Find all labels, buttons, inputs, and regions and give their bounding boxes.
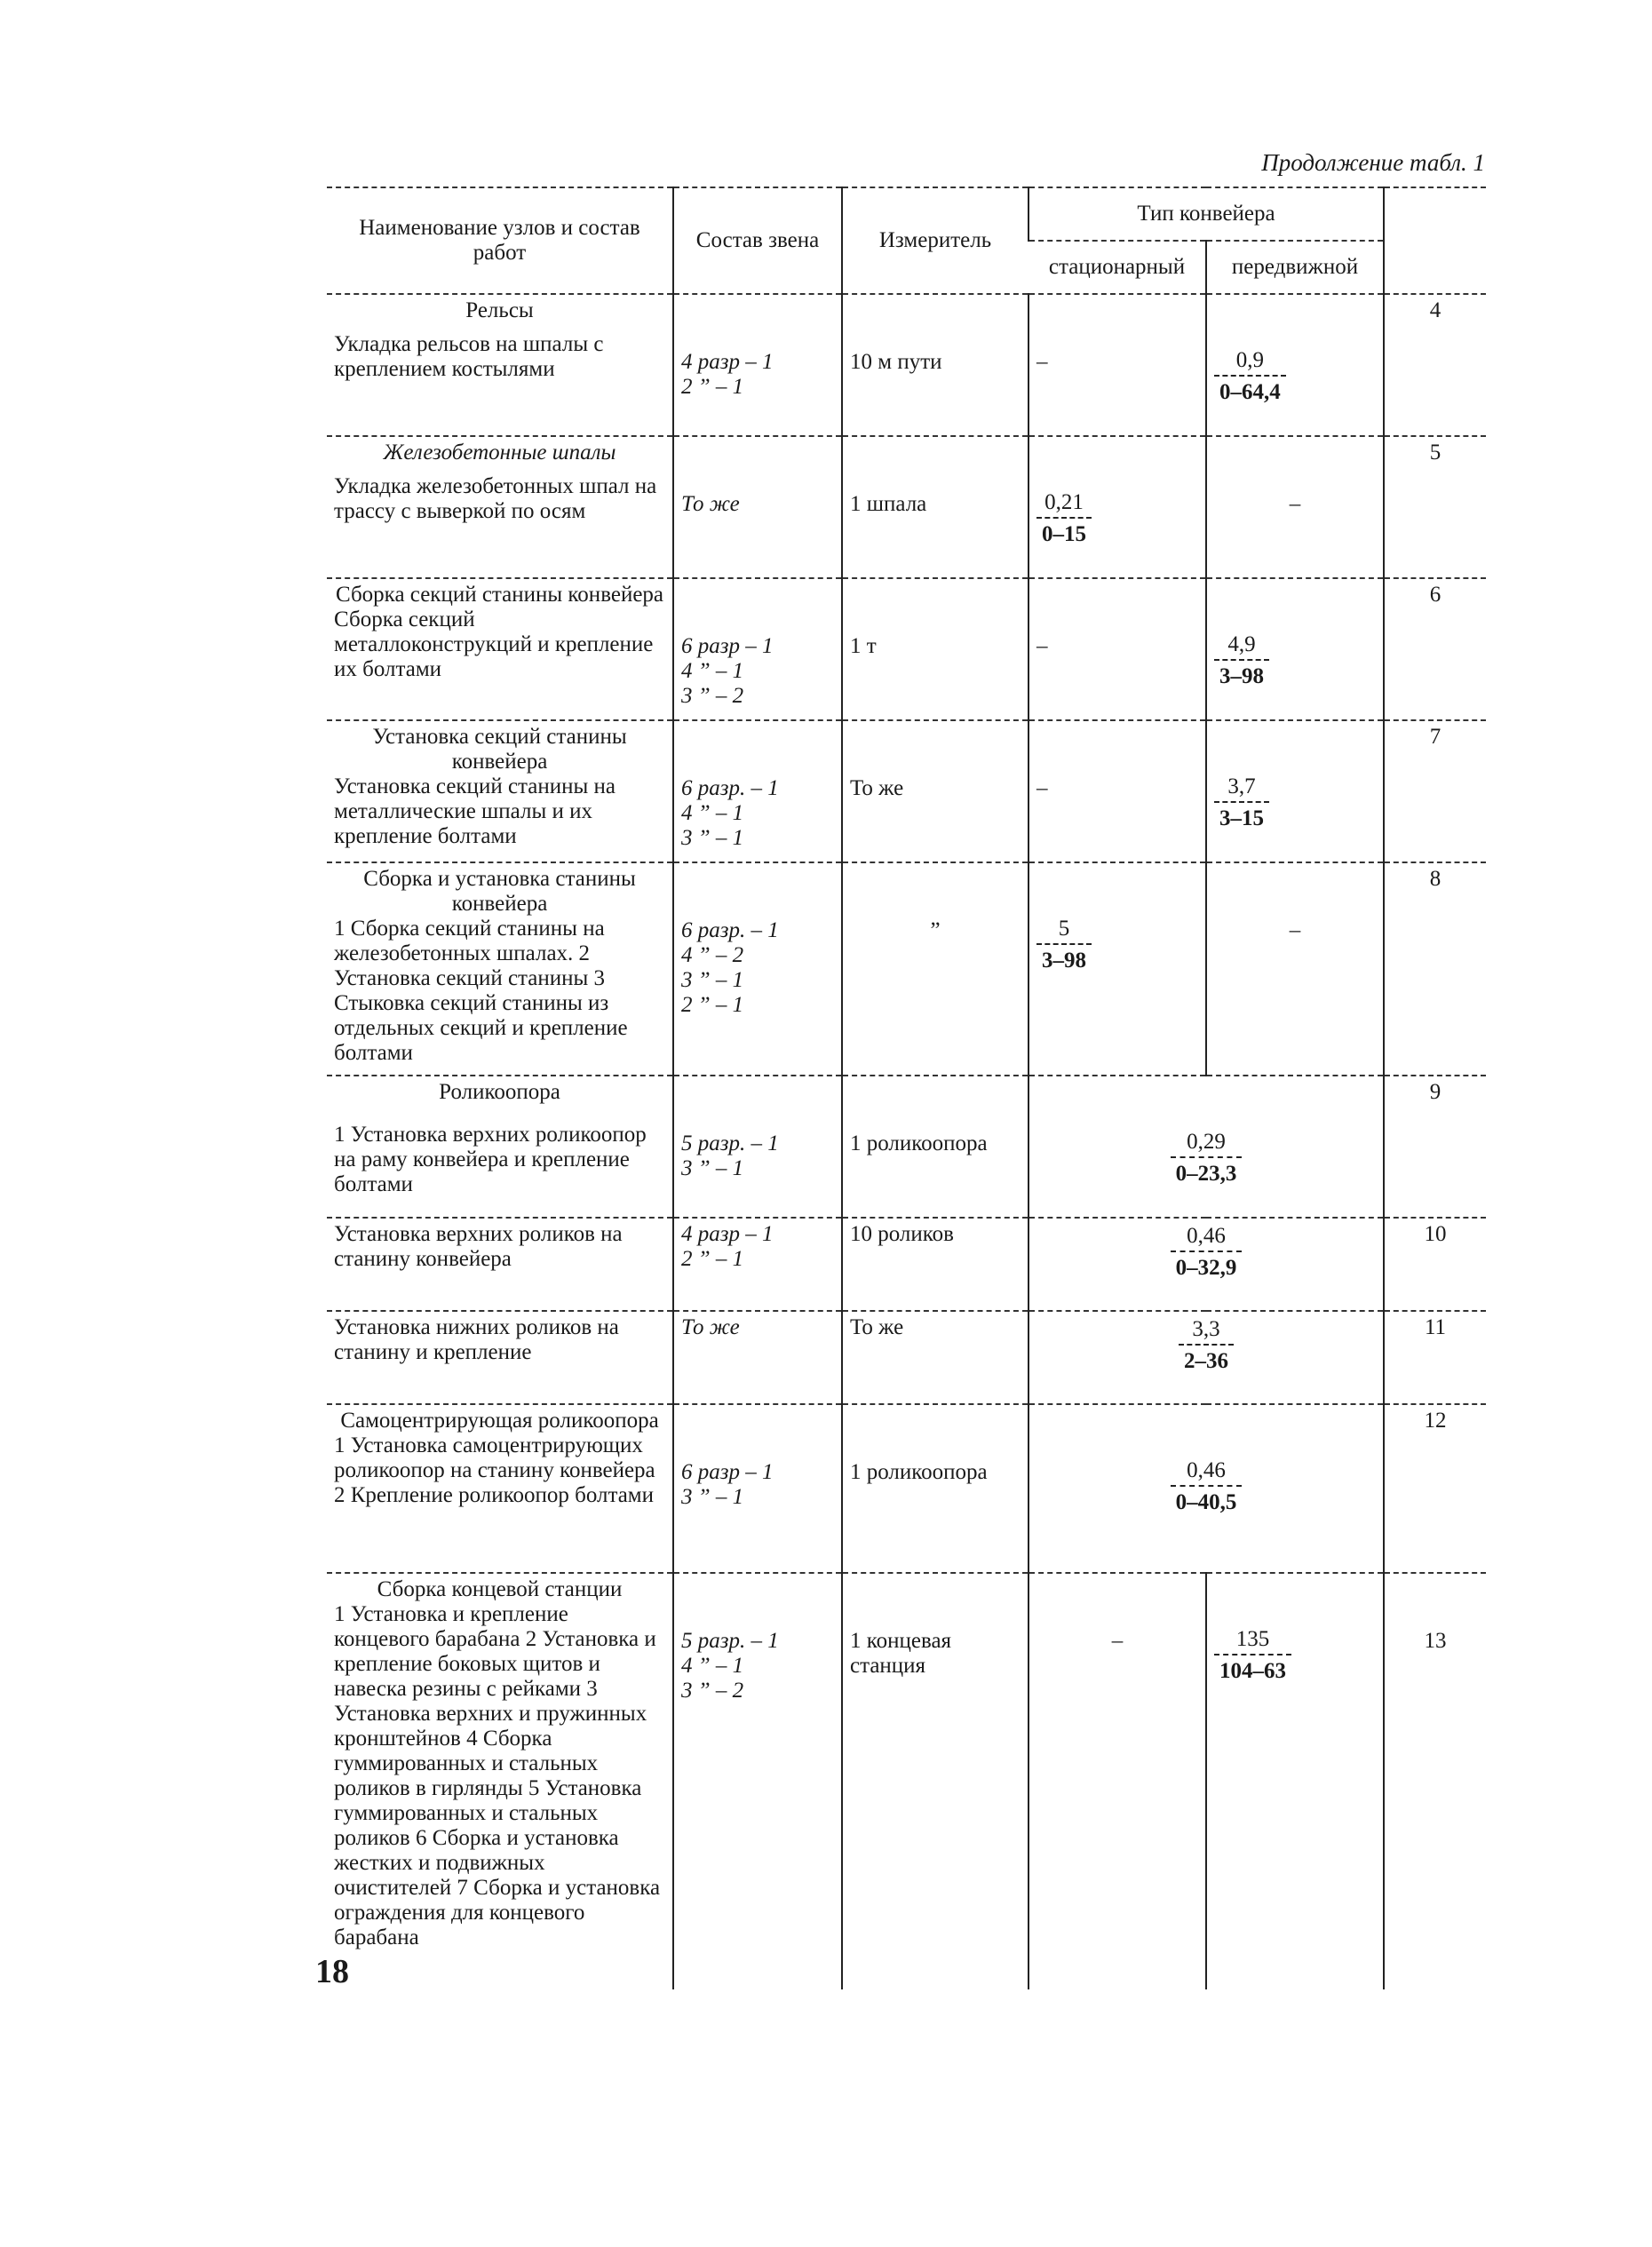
crew-line: 6 разр – 1 (681, 1460, 774, 1484)
work-description: Установка секций станины на металлические шпалы и их крепление болтами (334, 774, 616, 848)
rate-price: 3–15 (1214, 801, 1269, 831)
header-row (327, 187, 1486, 241)
work-cell (327, 1573, 673, 1989)
crew-line: 3 ” – 1 (681, 968, 744, 992)
table-row (327, 720, 1486, 862)
header-conveyor-type: Тип конвейера (1029, 187, 1384, 241)
mobile-cell (1206, 862, 1384, 1076)
time-norm: 0,9 (1235, 348, 1264, 372)
mobile-cell (1206, 720, 1384, 862)
table-row (327, 578, 1486, 720)
rate-fraction (1171, 1457, 1243, 1515)
rate-cell (1029, 1218, 1384, 1311)
work-cell (327, 436, 673, 578)
table-row (327, 294, 1486, 436)
crew-line: 4 ” – 1 (681, 801, 744, 825)
section-title: Сборка концевой станции (377, 1577, 623, 1601)
header-mobile: передвижной (1206, 241, 1384, 294)
rate-price: 0–23,3 (1171, 1156, 1243, 1187)
header-number (1384, 187, 1486, 294)
crew-cell (673, 1404, 842, 1573)
unit-cell: 10 роликов (842, 1218, 1029, 1311)
work-description: Установка верхних роликов на станину конвейера (334, 1222, 623, 1271)
row-number: 8 (1384, 862, 1486, 1076)
unit-cell: То же (842, 720, 1029, 862)
crew-line: То же (681, 492, 740, 516)
crew-cell (673, 578, 842, 720)
crew-line: 4 разр – 1 (681, 350, 774, 374)
time-norm: 4,9 (1227, 632, 1256, 656)
rate-fraction (1179, 1315, 1234, 1374)
rate-cell (1029, 1076, 1384, 1218)
row-number: 13 (1384, 1573, 1486, 1989)
work-description: Установка нижних роликов на станину и крепление (334, 1315, 619, 1364)
row-number: 7 (1384, 720, 1486, 862)
section-title: Сборка и установка станины конвейера (363, 867, 636, 916)
crew-line: 6 разр. – 1 (681, 776, 779, 800)
section-title: Рельсы (465, 298, 534, 322)
work-cell (327, 294, 673, 436)
table-row (327, 1311, 1486, 1404)
crew-line: 3 ” – 1 (681, 1485, 744, 1509)
unit-cell: 1 роликоопора (842, 1404, 1029, 1573)
rate-fraction (1214, 631, 1269, 689)
time-norm: 0,46 (1187, 1458, 1226, 1482)
rate-price: 0–32,9 (1171, 1251, 1243, 1281)
section-title: Установка секций станины конвейера (372, 725, 627, 774)
rate-price: 3–98 (1214, 659, 1269, 689)
row-number: 10 (1384, 1218, 1486, 1311)
crew-line: То же (681, 1315, 740, 1339)
unit-cell: ” (842, 862, 1029, 1076)
crew-line: 3 ” – 1 (681, 826, 744, 850)
stationary-cell (1029, 436, 1206, 578)
rate-fraction (1036, 488, 1092, 547)
rate-price: 104–63 (1214, 1654, 1291, 1684)
stationary-cell (1029, 1573, 1206, 1989)
mobile-cell (1206, 578, 1384, 720)
time-norm: 0,21 (1044, 490, 1084, 514)
row-number: 11 (1384, 1311, 1486, 1404)
mobile-cell (1206, 294, 1384, 436)
rate-price: 3–98 (1036, 943, 1092, 973)
time-norm: 3,3 (1192, 1317, 1220, 1341)
work-cell (327, 1076, 673, 1218)
rate-fraction (1171, 1128, 1243, 1187)
norms-table (327, 187, 1486, 1989)
time-norm: 0,29 (1187, 1130, 1226, 1154)
stationary-cell (1029, 578, 1206, 720)
rate-price: 0–15 (1036, 517, 1092, 547)
crew-cell (673, 1573, 842, 1989)
header-unit: Измеритель (842, 187, 1029, 294)
rate-price: 2–36 (1179, 1344, 1234, 1374)
crew-line: 5 разр. – 1 (681, 1629, 779, 1653)
work-description: 1 Сборка секций станины на железобетонных шпалах. 2 Установка секций станины 3 Стыковка секций станины из отдельных секций и крепление болтами (334, 917, 628, 1065)
section-title: Железобетонные шпалы (383, 441, 616, 464)
dash-value: – (1289, 492, 1301, 516)
work-description: 1 Установка и крепление концевого барабана 2 Установка и крепление боковых щитов и навеска резины с рейками 3 Установка верхних и пружинных кронштейнов 4 Сборка гуммированных и стальных роликов в гирлянды 5 Установка гуммированных и стальных роликов 6 Сборка и установка жестких и подвижных очистителей 7 Сборка и установка ограждения для концевого барабана (334, 1602, 661, 1949)
work-cell (327, 1218, 673, 1311)
time-norm: 3,7 (1227, 774, 1256, 798)
work-description: Укладка железобетонных шпал на трассу с выверкой по осям (334, 474, 657, 523)
crew-line: 3 ” – 1 (681, 1156, 744, 1180)
table-row (327, 1404, 1486, 1573)
crew-line: 4 разр – 1 (681, 1222, 774, 1246)
work-cell (327, 862, 673, 1076)
dash-value: – (1289, 918, 1301, 942)
crew-line: 2 ” – 1 (681, 993, 744, 1017)
row-number: 4 (1384, 294, 1486, 436)
stationary-cell (1029, 862, 1206, 1076)
rate-cell (1029, 1311, 1384, 1404)
crew-line: 3 ” – 2 (681, 1679, 744, 1703)
rate-fraction (1171, 1222, 1243, 1281)
row-number: 12 (1384, 1404, 1486, 1573)
rate-cell (1029, 1404, 1384, 1573)
crew-line: 6 разр. – 1 (681, 918, 779, 942)
row-number: 6 (1384, 578, 1486, 720)
table-continuation-caption: Продолжение табл. 1 (1261, 149, 1485, 176)
unit-cell: То же (842, 1311, 1029, 1404)
header-stationary: стационарный (1029, 241, 1206, 294)
crew-cell (673, 294, 842, 436)
header-crew: Состав звена (673, 187, 842, 294)
stationary-cell (1029, 720, 1206, 862)
section-title: Роликоопора (439, 1080, 560, 1104)
time-norm: 5 (1058, 917, 1070, 941)
table-row (327, 862, 1486, 1076)
table-row (327, 1573, 1486, 1989)
crew-line: 4 ” – 2 (681, 943, 744, 967)
crew-line: 5 разр. – 1 (681, 1131, 779, 1155)
crew-line: 4 ” – 1 (681, 659, 744, 683)
crew-cell (673, 1311, 842, 1404)
crew-line: 6 разр – 1 (681, 634, 774, 658)
row-number: 5 (1384, 436, 1486, 578)
work-description: 1 Установка верхних роликоопор на раму конвейера и крепление болтами (334, 1123, 647, 1196)
work-description: Сборка секций металлоконструкций и крепление их болтами (334, 607, 654, 681)
crew-cell (673, 1218, 842, 1311)
unit-cell: 10 м пути (842, 294, 1029, 436)
work-cell (327, 1404, 673, 1573)
work-cell (327, 578, 673, 720)
dash-value: – (1036, 776, 1048, 800)
unit-cell: 1 т (842, 578, 1029, 720)
unit-cell: 1 концевая станция (842, 1573, 1029, 1989)
unit-cell: 1 шпала (842, 436, 1029, 578)
rate-fraction (1214, 773, 1269, 831)
crew-line: 3 ” – 2 (681, 684, 744, 708)
work-description: 1 Установка самоцентрирующих роликоопор на станину конвейера 2 Крепление роликоопор болтами (334, 1433, 655, 1507)
dash-value: – (1036, 350, 1048, 374)
crew-cell (673, 1076, 842, 1218)
crew-cell (673, 436, 842, 578)
rate-fraction (1036, 915, 1092, 973)
mobile-cell (1206, 436, 1384, 578)
row-number: 9 (1384, 1076, 1486, 1218)
page-number: 18 (315, 1953, 349, 1990)
crew-line: 2 ” – 1 (681, 375, 744, 399)
rate-price: 0–40,5 (1171, 1485, 1243, 1515)
time-norm: 135 (1235, 1627, 1270, 1651)
section-title: Самоцентрирующая роликоопора (340, 1409, 659, 1433)
table-row (327, 436, 1486, 578)
crew-cell (673, 720, 842, 862)
dash-value: – (1036, 634, 1048, 658)
crew-line: 2 ” – 1 (681, 1247, 744, 1271)
rate-fraction (1214, 1625, 1291, 1684)
unit-cell: 1 роликоопора (842, 1076, 1029, 1218)
work-description: Укладка рельсов на шпалы с креплением костылями (334, 332, 604, 381)
crew-cell (673, 862, 842, 1076)
rate-price: 0–64,4 (1214, 375, 1286, 405)
header-name: Наименование узлов и состав работ (327, 187, 673, 294)
mobile-cell (1206, 1573, 1384, 1989)
time-norm: 0,46 (1187, 1224, 1226, 1248)
work-cell (327, 720, 673, 862)
section-title: Сборка секций станины конвейера (335, 583, 664, 607)
dash-value: – (1111, 1629, 1124, 1653)
rate-fraction (1214, 346, 1286, 405)
table-row (327, 1218, 1486, 1311)
crew-line: 4 ” – 1 (681, 1654, 744, 1678)
table-row (327, 1076, 1486, 1218)
stationary-cell (1029, 294, 1206, 436)
work-cell (327, 1311, 673, 1404)
